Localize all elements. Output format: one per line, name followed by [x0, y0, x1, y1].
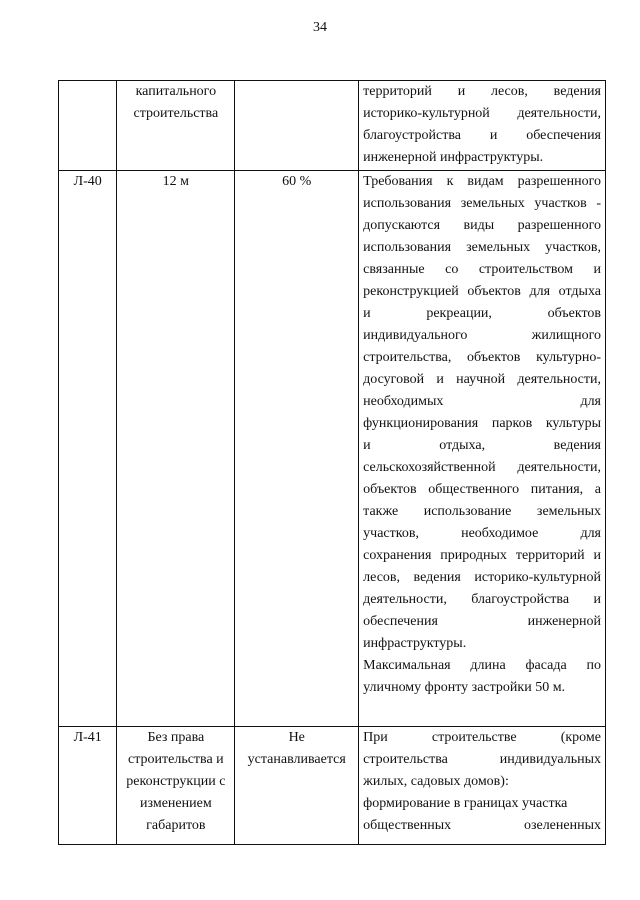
percent-cell: [235, 171, 359, 727]
height-cell: [117, 81, 235, 171]
page-number: 34: [313, 20, 327, 35]
zone-code-cell: [59, 171, 117, 727]
table-row: [59, 727, 606, 845]
percent-value: устанавливается: [247, 752, 346, 767]
requirements-line: досуговой и научной деятельности,: [363, 372, 601, 387]
requirements-line: объектов общественного питания, а: [363, 482, 601, 497]
requirements-line: связанные со строительством и: [363, 262, 601, 277]
requirements-line: жилых, садовых домов):: [363, 774, 509, 789]
requirements-line: лесов, ведения историко-культурной: [363, 570, 601, 585]
height-text-line: строительства и: [128, 752, 224, 767]
zone-code: Л-41: [73, 730, 102, 745]
requirements-cell: [359, 171, 606, 727]
table-row: [59, 171, 606, 727]
height-text-line: строительства: [133, 106, 219, 121]
zoning-table: [58, 80, 606, 845]
requirements-line: инфраструктуры.: [363, 636, 467, 651]
requirements-line: функционирования парков культуры: [363, 416, 601, 431]
percent-cell: [235, 727, 359, 845]
zone-code-cell: [59, 727, 117, 845]
requirements-line: индивидуального жилищного: [363, 328, 601, 343]
height-cell: [117, 171, 235, 727]
requirements-line: общественных озелененных: [363, 818, 601, 833]
percent-cell: [235, 81, 359, 171]
requirements-line: и рекреации, объектов: [363, 306, 601, 321]
height-text-line: капитального: [135, 84, 217, 99]
requirements-cell: [359, 727, 606, 845]
requirements-line: территорий и лесов, ведения: [363, 84, 601, 99]
zone-code: Л-40: [73, 174, 102, 189]
requirements-line: инженерной инфраструктуры.: [363, 150, 544, 165]
percent-value: 60 %: [282, 174, 312, 189]
requirements-line: При строительстве (кроме: [363, 730, 601, 745]
requirements-line: допускаются виды разрешенного: [363, 218, 601, 233]
requirements-line: использования земельных участков,: [363, 240, 601, 255]
percent-value: Не: [288, 730, 305, 745]
height-text-line: 12 м: [162, 174, 190, 189]
requirements-line: деятельности, благоустройства и: [363, 592, 601, 607]
requirements-line: сохранения природных территорий и: [363, 548, 601, 563]
requirements-line: обеспечения инженерной: [363, 614, 601, 629]
height-text-line: габаритов: [146, 818, 206, 833]
requirements-line: участков, необходимое для: [363, 526, 601, 541]
requirements-line: формирование в границах участка: [363, 796, 568, 811]
requirements-cell: [359, 81, 606, 171]
requirements-line: сельскохозяйственной деятельности,: [363, 460, 601, 475]
table-row: [59, 81, 606, 171]
height-text-line: реконструкции с: [126, 774, 226, 789]
requirements-line: также использование земельных: [363, 504, 601, 519]
height-text-line: Без права: [147, 730, 205, 745]
requirements-line: благоустройства и обеспечения: [363, 128, 601, 143]
requirements-extra-line: Максимальная длина фасада по: [363, 658, 601, 673]
requirements-line: использования земельных участков -: [363, 196, 601, 211]
requirements-extra-line: уличному фронту застройки 50 м.: [363, 680, 566, 695]
requirements-line: необходимых для: [363, 394, 601, 409]
requirements-line: и отдыха, ведения: [363, 438, 601, 453]
requirements-line: реконструкцией объектов для отдыха: [363, 284, 601, 299]
requirements-line: Требования к видам разрешенного: [363, 174, 601, 189]
height-cell: [117, 727, 235, 845]
requirements-line: строительства индивидуальных: [363, 752, 601, 767]
requirements-line: строительства, объектов культурно-: [363, 350, 601, 365]
height-text-line: изменением: [140, 796, 212, 811]
requirements-line: историко-культурной деятельности,: [363, 106, 601, 121]
zone-code-cell: [59, 81, 117, 171]
